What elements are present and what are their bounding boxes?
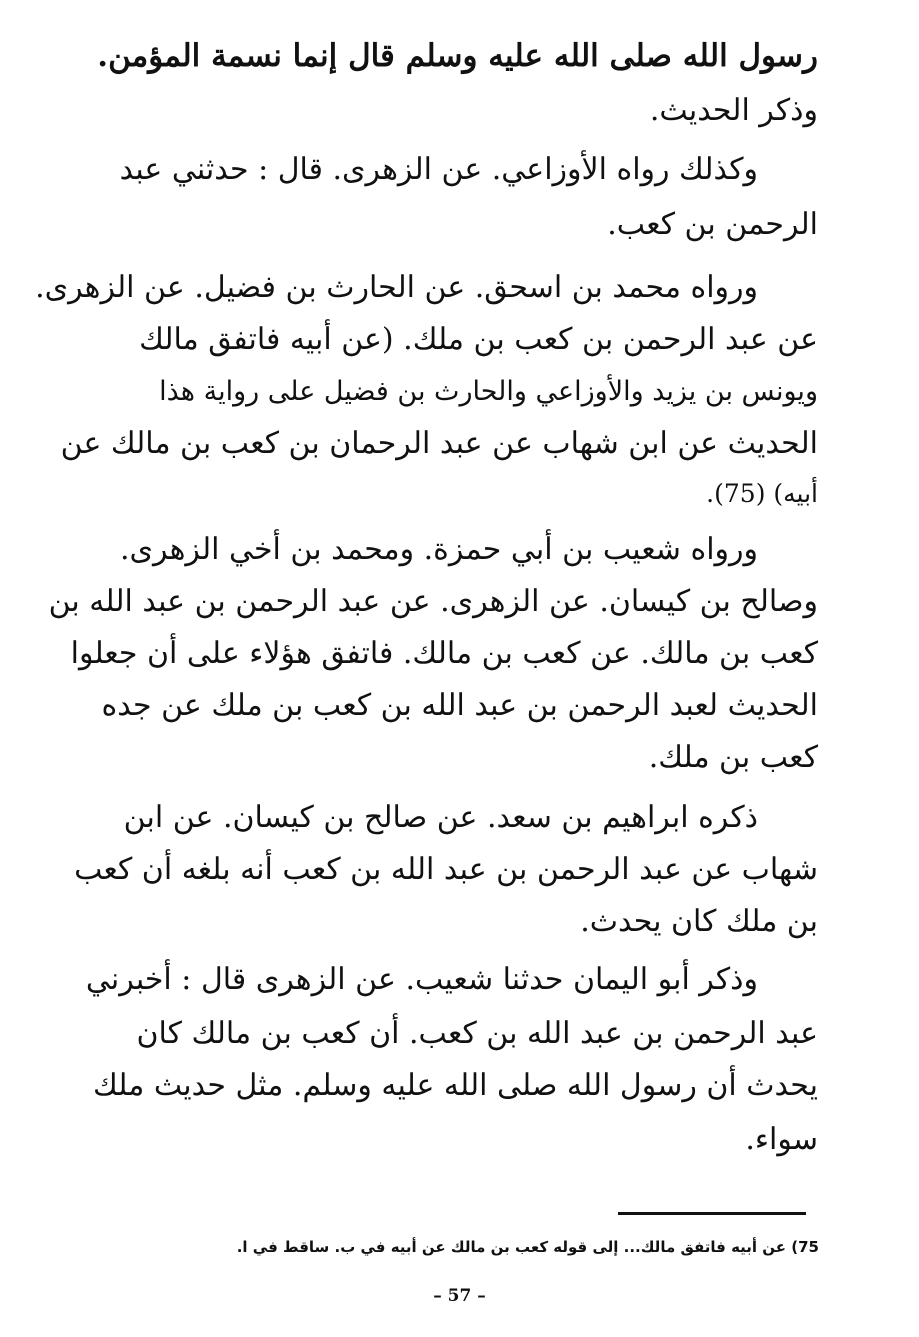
paragraph-line: ذكره ابراهيم بن سعد. عن صالح بن كيسان. عن ابن xyxy=(123,800,758,835)
paragraph-line: الحديث لعبد الرحمن بن عبد الله بن كعب بن ملك عن جده xyxy=(101,688,818,723)
paragraph-line: عن عبد الرحمن بن كعب بن ملك. (عن أبيه فاتفق مالك xyxy=(139,322,818,357)
paragraph-line: بن ملك كان يحدث. xyxy=(580,904,818,939)
paragraph-line: عبد الرحمن بن عبد الله بن كعب. أن كعب بن مالك كان xyxy=(136,1016,818,1051)
paragraph-line: شهاب عن عبد الرحمن بن عبد الله بن كعب أنه بلغه أن كعب xyxy=(74,852,818,887)
paragraph-line: وكذلك رواه الأوزاعي. عن الزهرى. قال : حدثني عبد xyxy=(119,152,758,187)
footnote: 75) عن أبيه فاتفق مالك... إلى قوله كعب بن مالك عن أبيه في ب. ساقط في ا. xyxy=(236,1238,819,1256)
paragraph-line: ورواه شعيب بن أبي حمزة. ومحمد بن أخي الزهرى. xyxy=(120,532,758,567)
paragraph-line: رسول الله صلى الله عليه وسلم قال إنما نسمة المؤمن. xyxy=(97,38,818,74)
paragraph-line: وصالح بن كيسان. عن الزهرى. عن عبد الرحمن بن عبد الله بن xyxy=(48,584,818,619)
paragraph-line: وذكر الحديث. xyxy=(649,93,818,128)
paragraph-line: وذكر أبو اليمان حدثنا شعيب. عن الزهرى قال : أخبرني xyxy=(85,962,758,997)
paragraph-line: الحديث عن ابن شهاب عن عبد الرحمان بن كعب بن مالك عن xyxy=(60,426,818,461)
footnote-separator xyxy=(618,1212,806,1215)
paragraph-line: كعب بن ملك. xyxy=(648,740,818,775)
paragraph-line: يحدث أن رسول الله صلى الله عليه وسلم. مثل حديث ملك xyxy=(93,1068,818,1103)
paragraph-line: الرحمن بن كعب. xyxy=(607,207,818,242)
paragraph-line: ويونس بن يزيد والأوزاعي والحارث بن فضيل على رواية هذا xyxy=(159,376,818,407)
paragraph-line: ورواه محمد بن اسحق. عن الحارث بن فضيل. عن الزهرى. xyxy=(35,270,758,305)
paragraph-line: سواء. xyxy=(745,1122,818,1157)
paragraph-line: كعب بن مالك. عن كعب بن مالك. فاتفق هؤلاء على أن جعلوا xyxy=(70,636,818,671)
paragraph-line: أبيه) (75). xyxy=(706,479,818,508)
page-number: – 57 – xyxy=(433,1286,486,1306)
